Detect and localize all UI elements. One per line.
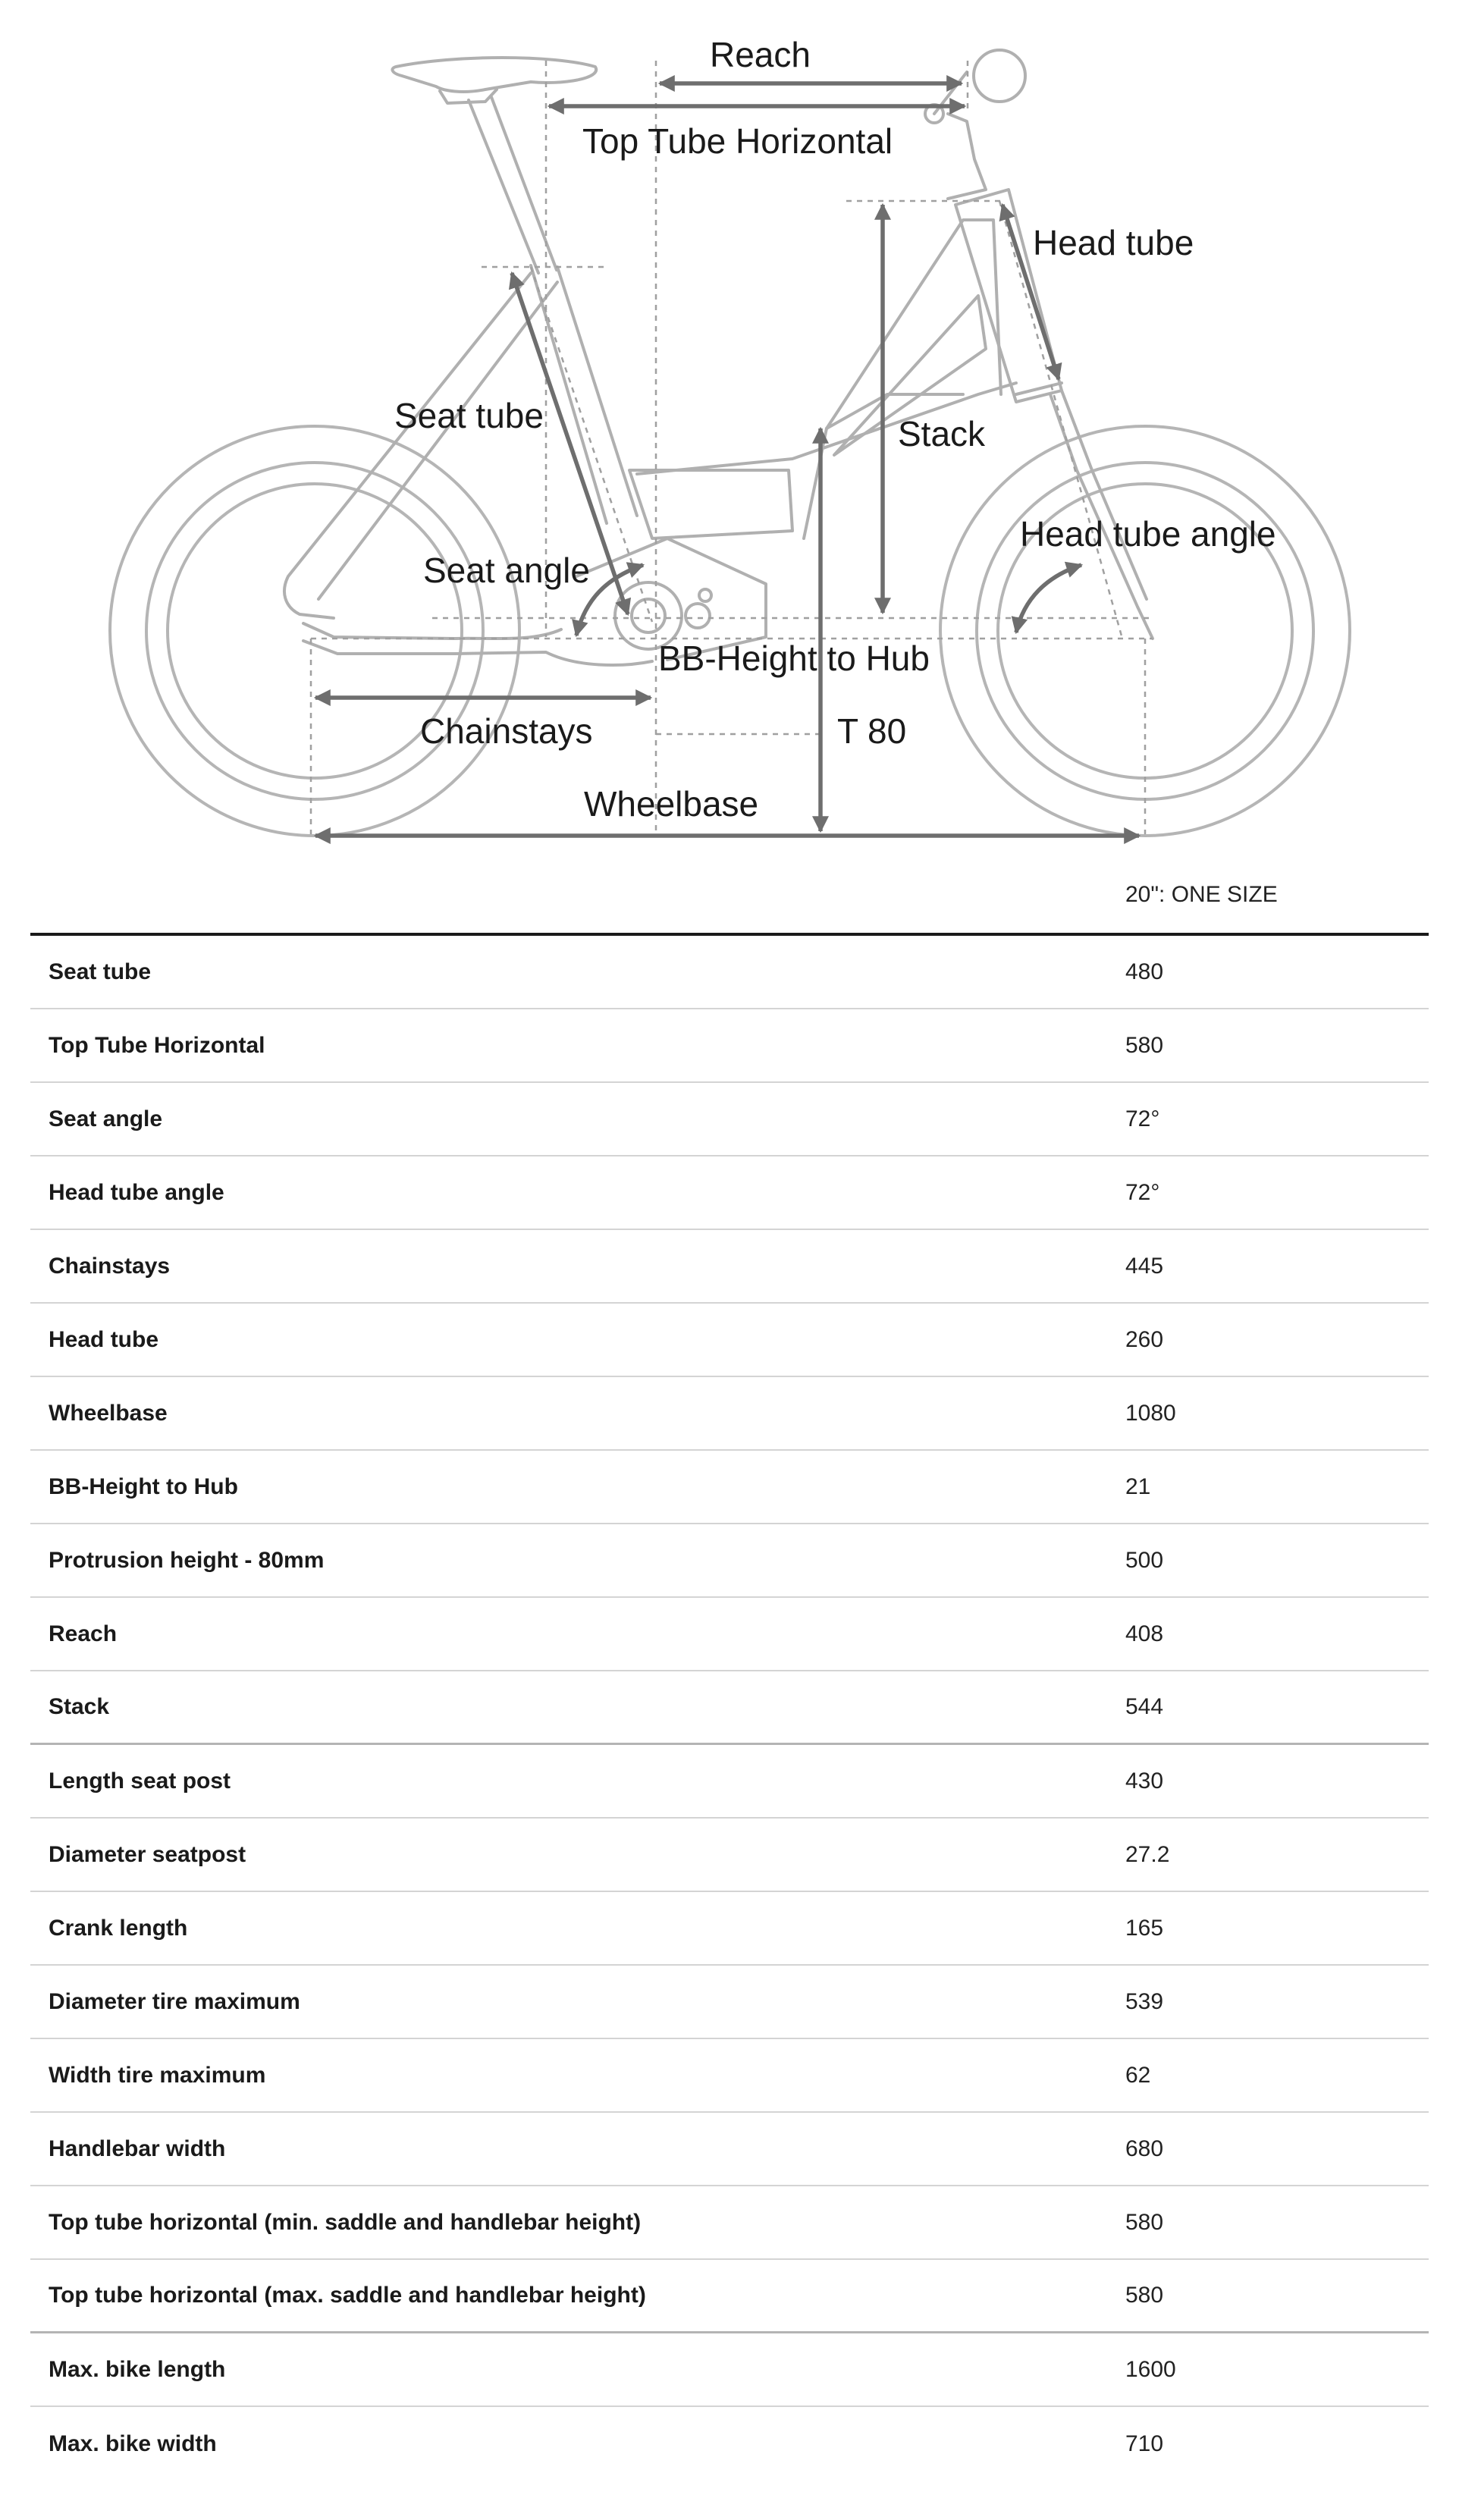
row-value: 408 [1125,1621,1164,1646]
table-row [30,2113,1429,2186]
table-row [30,1156,1429,1230]
row-value: 21 [1125,1473,1151,1499]
row-value: 445 [1125,1253,1164,1279]
row-label: Crank length [49,1915,188,1941]
row-value: 27.2 [1125,1841,1170,1867]
row-label: Chainstays [49,1253,171,1279]
wheelbase-label: Wheelbase [584,784,759,824]
seat-angle-label: Seat angle [423,551,590,590]
table-row [30,936,1429,1009]
table-row [30,1819,1429,1892]
head-tube-label: Head tube [1033,223,1194,262]
table-row [30,1009,1429,1083]
row-label: Width tire maximum [49,2062,266,2088]
stack-label: Stack [898,414,986,453]
row-label: Handlebar width [49,2136,226,2161]
head-tube-angle-label: Head tube angle [1020,514,1276,554]
row-label: Max. bike length [49,2356,226,2382]
t80-label: T 80 [837,711,907,751]
row-label: Max. bike width [49,2431,217,2456]
front-wheel [940,426,1350,836]
row-value: 544 [1125,1694,1164,1719]
table-row [30,1230,1429,1304]
row-label: Wheelbase [49,1400,168,1426]
row-value: 1080 [1125,1400,1176,1426]
row-label: Length seat post [49,1768,231,1793]
row-label: Top tube horizontal (max. saddle and handlebar height) [49,2283,646,2308]
row-value: 430 [1125,1768,1164,1793]
row-value: 165 [1125,1915,1164,1941]
table-row [30,1377,1429,1451]
row-label: Reach [49,1621,118,1646]
row-value: 580 [1125,1032,1164,1058]
head-tube-angle-arc [1016,565,1081,632]
row-value: 710 [1125,2431,1164,2456]
row-value: 580 [1125,2283,1164,2308]
row-label: Protrusion height - 80mm [49,1547,325,1573]
row-value: 72° [1125,1179,1160,1205]
table-row [30,1745,1429,1819]
table-row [30,1598,1429,1671]
row-label: Head tube [49,1326,159,1352]
table-row [30,2260,1429,2333]
row-label: Diameter seatpost [49,1841,246,1867]
row-label: BB-Height to Hub [49,1473,238,1499]
row-value: 680 [1125,2136,1164,2161]
size-header-row [30,857,1429,933]
row-label: Stack [49,1694,110,1719]
table-row [30,2333,1429,2407]
size-column-header: 20": ONE SIZE [1125,882,1278,907]
row-value: 62 [1125,2062,1151,2088]
row-label: Top tube horizontal (min. saddle and handlebar height) [49,2209,642,2235]
table-row [30,1451,1429,1524]
seat-tube-label: Seat tube [394,396,544,435]
table-row [30,2039,1429,2113]
row-value: 539 [1125,1988,1164,2014]
table-row [30,1304,1429,1377]
row-value: 500 [1125,1547,1164,1573]
table-row [30,1966,1429,2039]
geometry-svg [0,0,1459,849]
table-row [30,2186,1429,2260]
top-tube-horizontal-label: Top Tube Horizontal [582,121,893,161]
row-label: Seat angle [49,1106,163,1131]
row-label: Head tube angle [49,1179,224,1205]
table-row [30,1083,1429,1156]
row-label: Diameter tire maximum [49,1988,300,2014]
table-row [30,1524,1429,1598]
row-label: Seat tube [49,959,152,984]
bike-geometry-diagram [0,0,1459,849]
row-label: Top Tube Horizontal [49,1032,265,1058]
row-value: 260 [1125,1326,1164,1352]
geometry-spec-table [30,857,1429,2481]
row-value: 580 [1125,2209,1164,2235]
bb-height-to-hub-label: BB-Height to Hub [658,639,930,678]
reach-label: Reach [710,35,811,74]
table-row [30,1671,1429,1745]
table-row [30,1892,1429,1966]
table-row [30,2407,1429,2481]
rear-wheel [110,426,519,836]
row-value: 72° [1125,1106,1160,1131]
dimension-labels [394,35,1276,824]
row-value: 1600 [1125,2356,1176,2382]
chainstays-label: Chainstays [420,711,593,751]
row-value: 480 [1125,959,1164,984]
